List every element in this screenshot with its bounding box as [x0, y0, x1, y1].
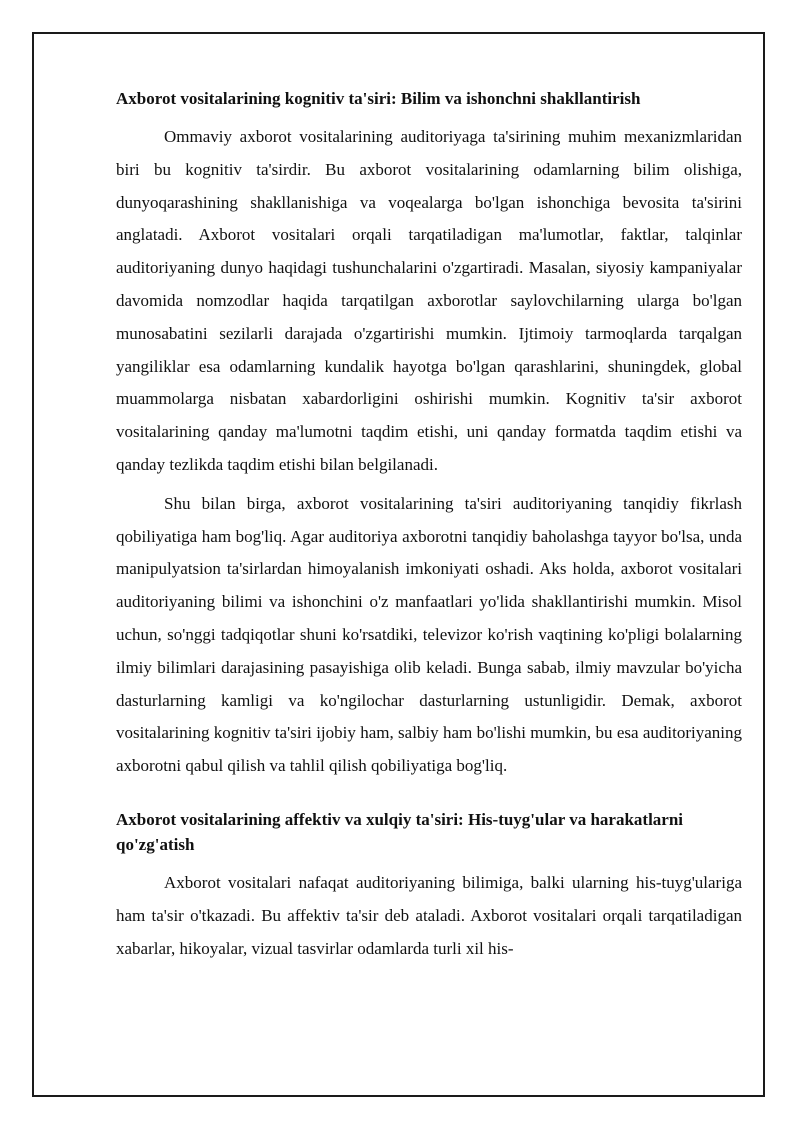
- paragraph-affective-intro: Axborot vositalari nafaqat auditoriyaning bilimiga, balki ularning his-tuyg'ulariga ham ta'sir o'tkazadi. Bu affektiv ta'sir deb ataladi. Axborot vositalari orqali tarqatiladigan xabarlar, hikoyalar, vizual tasvirlar odamlarda turli xil his-: [116, 872, 742, 958]
- paragraph-cognitive-intro: Ommaviy axborot vositalarining auditoriyaga ta'sirining muhim mexanizmlaridan biri bu kognitiv ta'sirdir. Bu axborot vositalarining odamlarning bilim olishiga, dunyoqarashining shakllanishiga va voqealarga bo'lgan ishonchiga bevosita ta'sirini anglatadi. Axborot vositalari orqali tarqatiladigan ma'lumotlar, faktlar, talqinlar auditoriyaning dunyo haqidagi tushunchalarini o'zgartiradi. Masalan, siyosiy kampaniyalar davomida nomzodlar haqida tarqatilgan axborotlar saylovchilarning ularga bo'lgan munosabatini sezilarli darajada o'zgartirishi mumkin. Ijtimoiy tarmoqlarda tarqalgan yangiliklar esa odamlarning kundalik hayotga bo'lgan qarashlarini, shuningdek, global muammolarga nisbatan xabardorligini oshirishi mumkin. Kognitiv ta'sir axborot vositalarining qanday ma'lumotni taqdim etishi, uni qanday formatda taqdim etishi va qanday tezlikda taqdim etishi bilan belgilanadi.: [116, 127, 742, 474]
- paragraph-critical-thinking: Shu bilan birga, axborot vositalarining ta'siri auditoriyaning tanqidiy fikrlash qobiliyatiga ham bog'liq. Agar auditoriya axborotni tanqidiy baholashga tayyor bo'lsa, unda manipulyatsion ta'sirlardan himoyalanish imkoniyati oshadi. Aks holda, axborot vositalari auditoriyaning bilimi va ishonchini o'z manfaatlari yo'lida shakllantirishi mumkin. Misol uchun, so'nggi tadqiqotlar shuni ko'rsatdiki, televizor ko'rish vaqtining ko'pligi bolalarning ilmiy bilimlari darajasining pasayishiga olib keladi. Bunga sabab, ilmiy mavzular bo'yicha dasturlarning kamligi va ko'ngilochar dasturlarning ustunligidir. Demak, axborot vositalarining kognitiv ta'siri ijobiy ham, salbiy ham bo'lishi mumkin, bu esa auditoriyaning axborotni qabul qilish va tahlil qilish qobiliyatiga bog'liq.: [116, 493, 742, 776]
- section-heading-cognitive: Axborot vositalarining kognitiv ta'siri: Bilim va ishonchni shakllantirish: [116, 89, 641, 108]
- document-body: [116, 86, 742, 965]
- section-heading-affective: Axborot vositalarining affektiv va xulqiy ta'siri: His-tuyg'ular va harakatlarni qo'zg'atish: [116, 809, 684, 854]
